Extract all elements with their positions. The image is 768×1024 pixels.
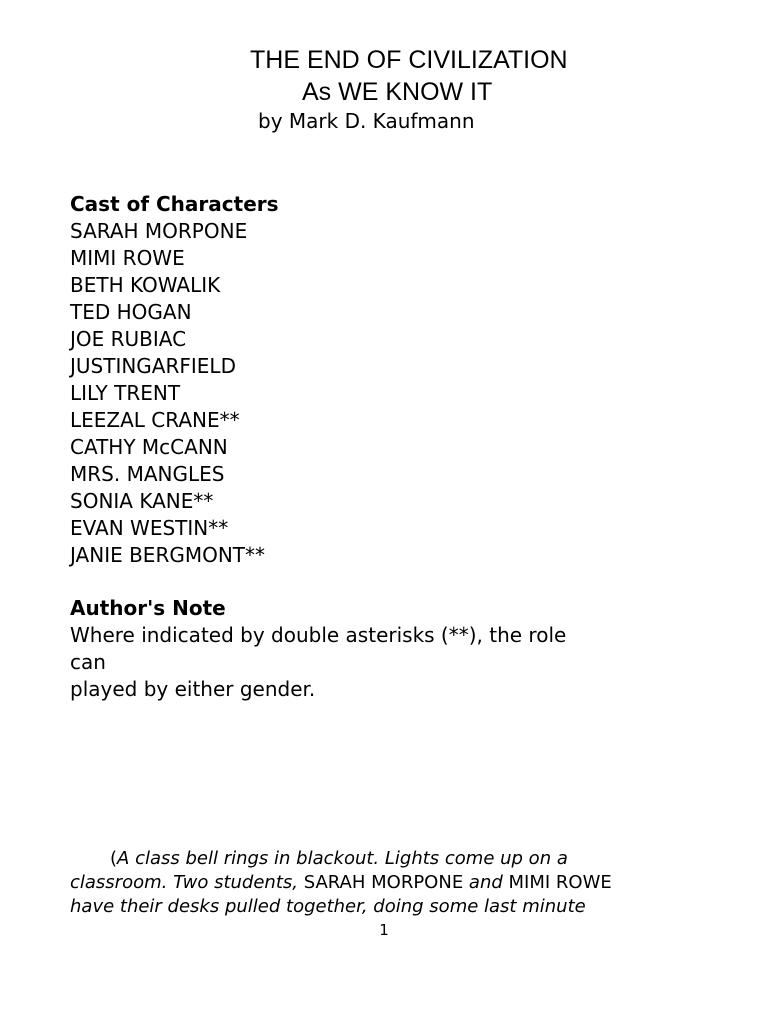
cast-member: TED HOGAN xyxy=(70,300,192,324)
cast-member: LEEZAL CRANE** xyxy=(70,408,240,432)
authors-note-heading: Author's Note xyxy=(70,596,226,620)
cast-member: SONIA KANE** xyxy=(70,489,214,513)
character-name: SARAH MORPONE xyxy=(303,872,464,893)
cast-member: MRS. MANGLES xyxy=(70,462,225,486)
cast-member: JANIE BERGMONT** xyxy=(70,543,266,567)
character-name: MIMI ROWE xyxy=(508,872,612,893)
cast-list xyxy=(70,218,279,569)
cast-member: CATHY McCANN xyxy=(70,435,228,459)
stage-direction-text: and xyxy=(463,872,509,893)
stage-direction-line xyxy=(70,871,710,895)
cast-member: LILY TRENT xyxy=(70,381,181,405)
play-title: THE END OF CIVILIZATION xyxy=(250,46,568,74)
stage-direction-line xyxy=(70,895,710,919)
cast-heading: Cast of Characters xyxy=(70,192,279,216)
open-paren: ( xyxy=(110,848,118,869)
cast-section xyxy=(70,191,279,569)
authors-note-line: Where indicated by double asterisks (**), the role xyxy=(70,623,567,647)
authors-note-line: can xyxy=(70,650,106,674)
play-subtitle: As WE KNOW IT xyxy=(302,78,493,106)
page-number: 1 xyxy=(379,921,389,939)
authors-note-line: played by either gender. xyxy=(70,677,316,701)
cast-member: EVAN WESTIN** xyxy=(70,516,229,540)
authors-note-section xyxy=(70,595,690,703)
stage-direction-line xyxy=(70,847,710,871)
cast-member: BETH KOWALIK xyxy=(70,273,221,297)
cast-member: SARAH MORPONE xyxy=(70,219,248,243)
stage-direction xyxy=(70,847,710,919)
cast-member: JOE RUBIAC xyxy=(70,327,187,351)
stage-direction-text: A class bell rings in blackout. Lights come up on a xyxy=(117,848,568,869)
stage-direction-text: have their desks pulled together, doing some last minute xyxy=(70,896,586,917)
cast-member: MIMI ROWE xyxy=(70,246,185,270)
cast-member: JUSTINGARFIELD xyxy=(70,354,236,378)
stage-direction-text: classroom. Two students, xyxy=(70,872,304,893)
byline: by Mark D. Kaufmann xyxy=(258,109,475,133)
